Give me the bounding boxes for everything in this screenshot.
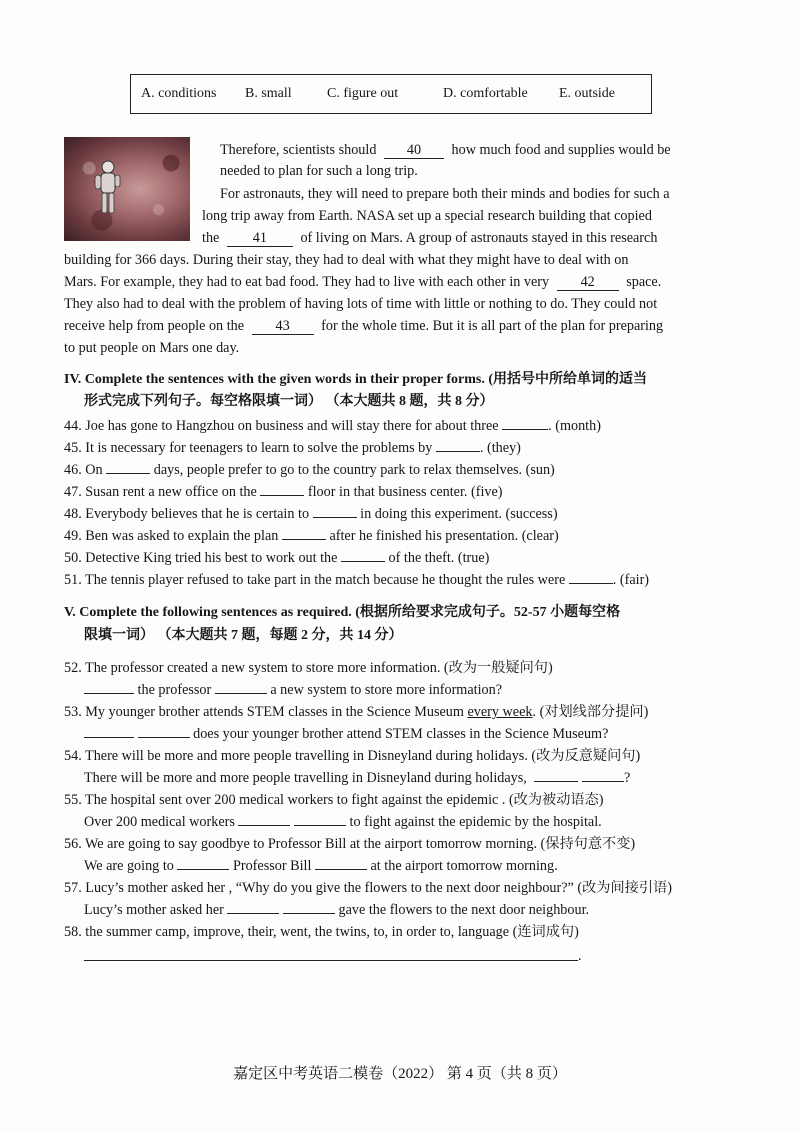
answer-57: Lucy’s mother asked her gave the flowers to the next door neighbour.	[84, 902, 590, 918]
question-47: 47. Susan rent a new office on the floor in that business center. (five)	[64, 484, 503, 500]
question-46: 46. On days, people prefer to go to the country park to relax themselves. (sun)	[64, 462, 555, 478]
answer-blank-44[interactable]	[502, 429, 548, 430]
answer-blank-54a[interactable]	[534, 781, 578, 782]
passage-line-6: building for 366 days. During their stay, they had to deal with what they might have to deal with on	[64, 252, 629, 268]
answer-52: the professor a new system to store more information?	[84, 680, 502, 700]
question-57: 57. Lucy’s mother asked her , “Why do you give the flowers to the next door neighbour?” (改为间接引语)	[64, 880, 672, 896]
answer-blank-53b[interactable]	[138, 737, 190, 738]
answer-58-period: .	[578, 948, 582, 964]
answer-blank-57b[interactable]	[283, 913, 335, 914]
question-48: 48. Everybody believes that he is certain to in doing this experiment. (success)	[64, 506, 558, 522]
answer-blank-46[interactable]	[106, 473, 150, 474]
answer-56: We are going to Professor Bill at the airport tomorrow morning.	[84, 858, 558, 874]
question-50: 50. Detective King tried his best to work out the of the theft. (true)	[64, 550, 490, 566]
question-44: 44. Joe has gone to Hangzhou on business and will stay there for about three . (month)	[64, 418, 601, 434]
question-56: 56. We are going to say goodbye to Professor Bill at the airport tomorrow morning. (保持句意不变)	[64, 836, 636, 852]
option-d: D. comfortable	[443, 86, 528, 101]
question-45: 45. It is necessary for teenagers to learn to solve the problems by . (they)	[64, 440, 521, 456]
section-5-heading-cont: 限填一词） （本大题共 7 题，每题 2 分，共 14 分）	[84, 628, 403, 643]
option-e: E. outside	[559, 86, 615, 101]
answer-blank-55b[interactable]	[294, 825, 346, 826]
answer-blank-56b[interactable]	[315, 869, 367, 870]
answer-blank-53a[interactable]	[84, 737, 134, 738]
answer-blank-54b[interactable]	[582, 781, 624, 782]
question-53: 53. My younger brother attends STEM classes in the Science Museum every week. (对划线部分提问)	[64, 704, 649, 720]
answer-blank-49[interactable]	[282, 539, 326, 540]
question-51: 51. The tennis player refused to take part in the match because he thought the rules were . (fair)	[64, 572, 650, 588]
question-54: 54. There will be more and more people travelling in Disneyland during holidays. (改为反意疑问句)	[64, 748, 641, 764]
word-options-box	[130, 74, 652, 114]
option-b: B. small	[245, 86, 292, 101]
blank-42[interactable]: 42	[557, 274, 619, 291]
section-4-heading-cont: 形式完成下列句子。每空格限填一词） （本大题共 8 题，共 8 分）	[84, 394, 494, 409]
answer-blank-50[interactable]	[341, 561, 385, 562]
blank-41[interactable]: 41	[227, 230, 293, 247]
page-footer: 嘉定区中考英语二模卷（2022） 第 4 页（共 8 页）	[233, 1066, 567, 1082]
question-55: 55. The hospital sent over 200 medical workers to fight against the epidemic . (改为被动语态)	[64, 792, 604, 808]
passage-line-10: to put people on Mars one day.	[64, 340, 240, 356]
answer-55: Over 200 medical workers to fight against the epidemic by the hospital.	[84, 814, 602, 830]
blank-40[interactable]: 40	[384, 142, 444, 159]
underlined-phrase: every week	[467, 704, 533, 720]
section-5-heading: V. Complete the following sentences as required. (根据所给要求完成句子。52-57 小题每空格	[64, 605, 621, 620]
passage-line-1: Therefore, scientists should 40 how much food and supplies would be	[220, 142, 671, 158]
answer-53: does your younger brother attend STEM classes in the Science Museum?	[84, 724, 608, 744]
question-49: 49. Ben was asked to explain the plan after he finished his presentation. (clear)	[64, 528, 559, 544]
passage-line-2: needed to plan for such a long trip.	[220, 163, 418, 179]
question-58: 58. the summer camp, improve, their, went, the twins, to, in order to, language (连词成句)	[64, 924, 579, 940]
blank-43[interactable]: 43	[252, 318, 314, 335]
answer-blank-48[interactable]	[313, 517, 357, 518]
answer-blank-51[interactable]	[569, 583, 613, 584]
section-4-heading: IV. Complete the sentences with the given words in their proper forms. (用括号中所给单词的适当	[64, 372, 648, 387]
answer-blank-52b[interactable]	[215, 693, 267, 694]
answer-line-58[interactable]	[84, 960, 578, 961]
answer-blank-57a[interactable]	[227, 913, 279, 914]
passage-line-3: For astronauts, they will need to prepare both their minds and bodies for such a	[220, 186, 670, 202]
option-a: A. conditions	[141, 86, 217, 101]
passage-line-7: Mars. For example, they had to eat bad food. They had to live with each other in very 42 space.	[64, 274, 662, 290]
answer-blank-47[interactable]	[260, 495, 304, 496]
answer-blank-55a[interactable]	[238, 825, 290, 826]
astronaut-on-mars-photo	[64, 137, 190, 241]
passage-line-9: receive help from people on the 43 for the whole time. But it is all part of the plan for preparing	[64, 318, 664, 334]
answer-blank-52a[interactable]	[84, 693, 134, 694]
answer-54: There will be more and more people travelling in Disneyland during holidays, ?	[84, 770, 631, 786]
astronaut-icon	[92, 159, 122, 217]
passage-line-8: They also had to deal with the problem of having lots of time with little or nothing to do. They could not	[64, 296, 658, 312]
question-52: 52. The professor created a new system to store more information. (改为一般疑问句)	[64, 660, 553, 676]
answer-blank-56a[interactable]	[177, 869, 229, 870]
option-c: C. figure out	[327, 86, 399, 101]
passage-line-4: long trip away from Earth. NASA set up a special research building that copied	[202, 208, 652, 224]
answer-blank-45[interactable]	[436, 451, 480, 452]
passage-line-5: the 41 of living on Mars. A group of astronauts stayed in this research	[202, 230, 658, 246]
